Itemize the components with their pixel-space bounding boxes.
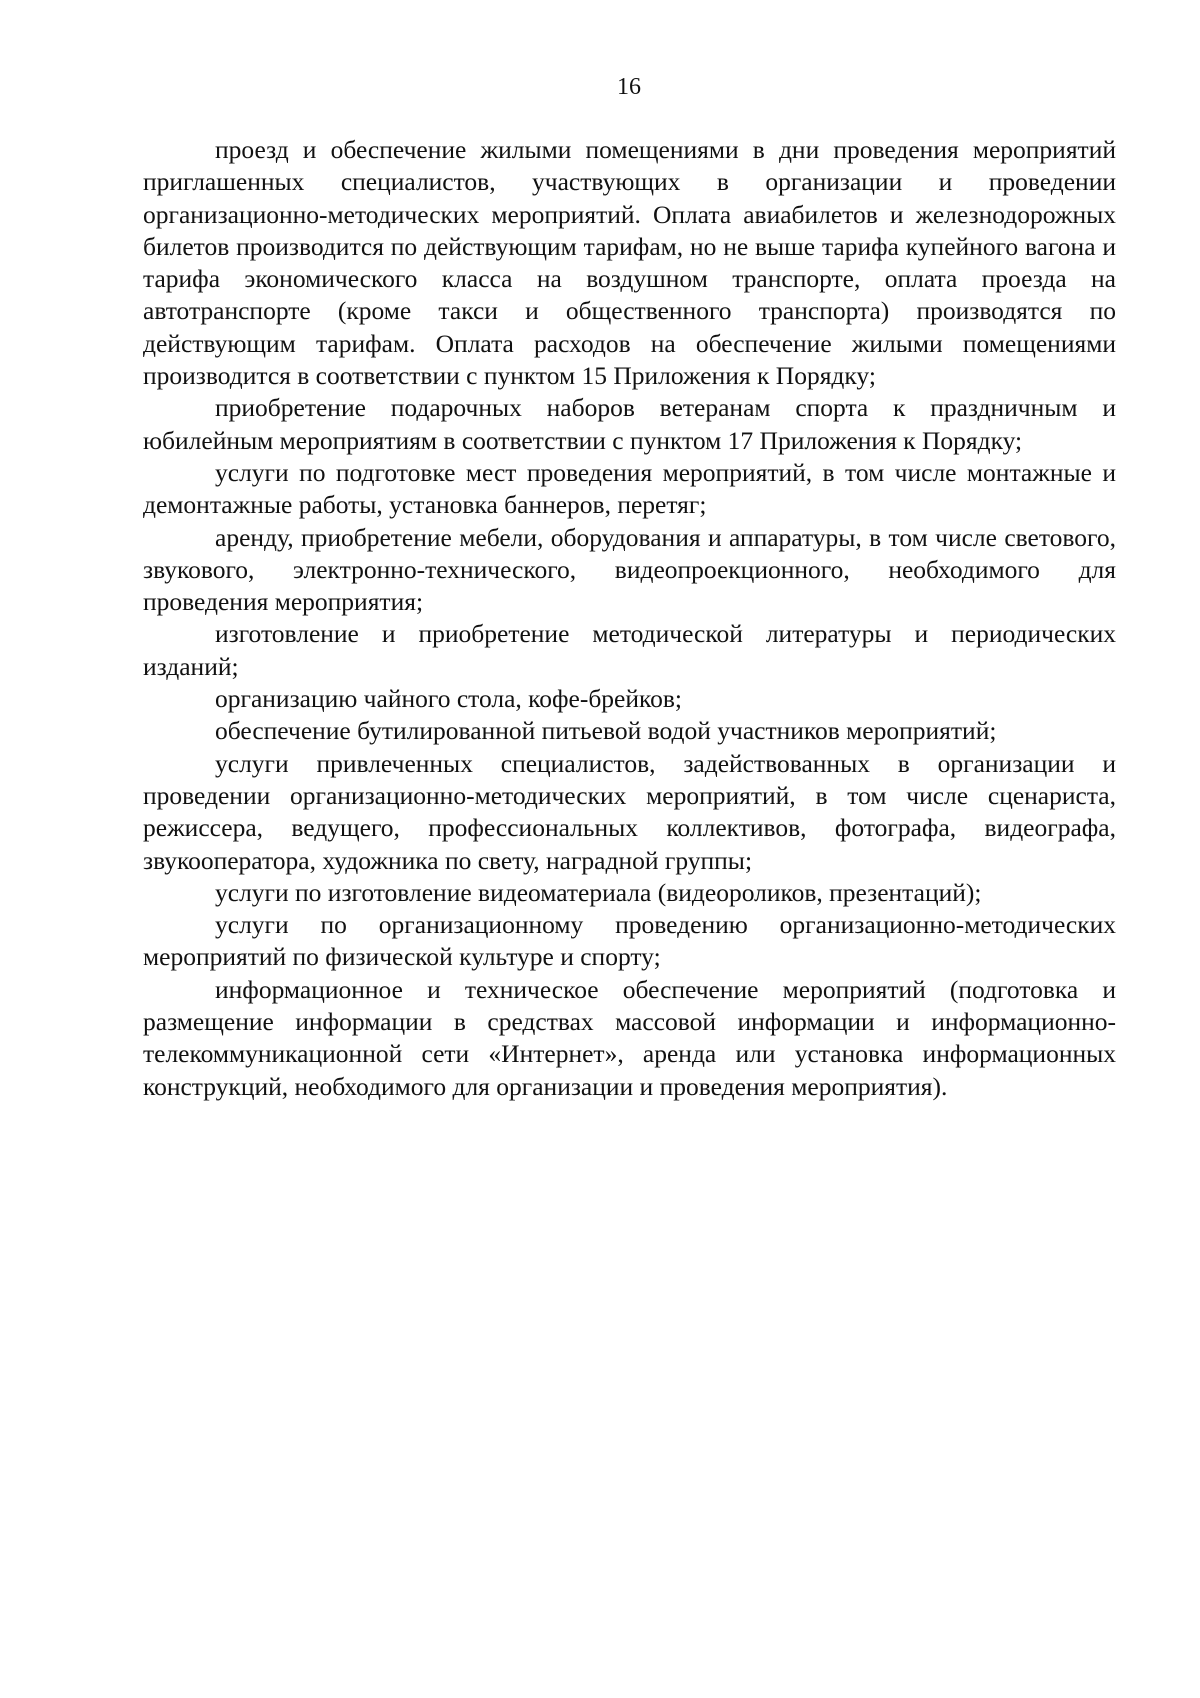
paragraph-video-production: услуги по изготовление видеоматериала (видеороликов, презентаций); <box>215 877 982 907</box>
page-number: 16 <box>617 74 641 100</box>
document-body <box>143 134 1116 1103</box>
paragraph-invited-specialists: услуги привлеченных специалистов, задействованных в организации и проведении организационно-методических мероприятий, в том числе сценариста, режиссера, ведущего, профессиональных коллективов, фотографа, видеографа, звукооператора, художника по свету, наградной группы; <box>143 748 1116 875</box>
paragraph-venue-preparation: услуги по подготовке мест проведения мероприятий, в том числе монтажные и демонтажные работы, установка баннеров, перетяг; <box>143 457 1116 520</box>
paragraph-equipment-rental: аренду, приобретение мебели, оборудования и аппаратуры, в том числе светового, звукового, электронно-технического, видеопроекционного, необходимого для проведения мероприятия; <box>143 522 1116 617</box>
paragraph-information-support: информационное и техническое обеспечение мероприятий (подготовка и размещение информации в средствах массовой информации и информационно-телекоммуникационной сети «Интернет», аренда или установка информационных конструкций, необходимого для организации и проведения мероприятия). <box>143 974 1116 1101</box>
paragraph-organizational-services: услуги по организационному проведению организационно-методических мероприятий по физической культуре и спорту; <box>143 910 1116 972</box>
paragraph-gift-sets: приобретение подарочных наборов ветеранам спорта к праздничным и юбилейным мероприятиям в соответствии с пунктом 17 Приложения к Порядку; <box>143 393 1116 455</box>
paragraph-bottled-water: обеспечение бутилированной питьевой водой участников мероприятий; <box>215 716 997 746</box>
paragraph-literature: изготовление и приобретение методической литературы и периодических изданий; <box>143 619 1116 681</box>
paragraph-tea-coffee: организацию чайного стола, кофе-брейков; <box>215 684 682 714</box>
paragraph-travel-accommodation: проезд и обеспечение жилыми помещениями в дни проведения мероприятий приглашенных специалистов, участвующих в организации и проведении организационно-методических мероприятий. Оплата авиабилетов и железнодорожных билетов производится по действующим тарифам, но не выше тарифа купейного вагона и тарифа экономического класса на воздушном транспорте, оплата проезда на автотранспорте (кроме такси и общественного транспорта) производятся по действующим тарифам. Оплата расходов на обеспечение жилыми помещениями производится в соответствии с пунктом 15 Приложения к Порядку; <box>143 135 1116 391</box>
